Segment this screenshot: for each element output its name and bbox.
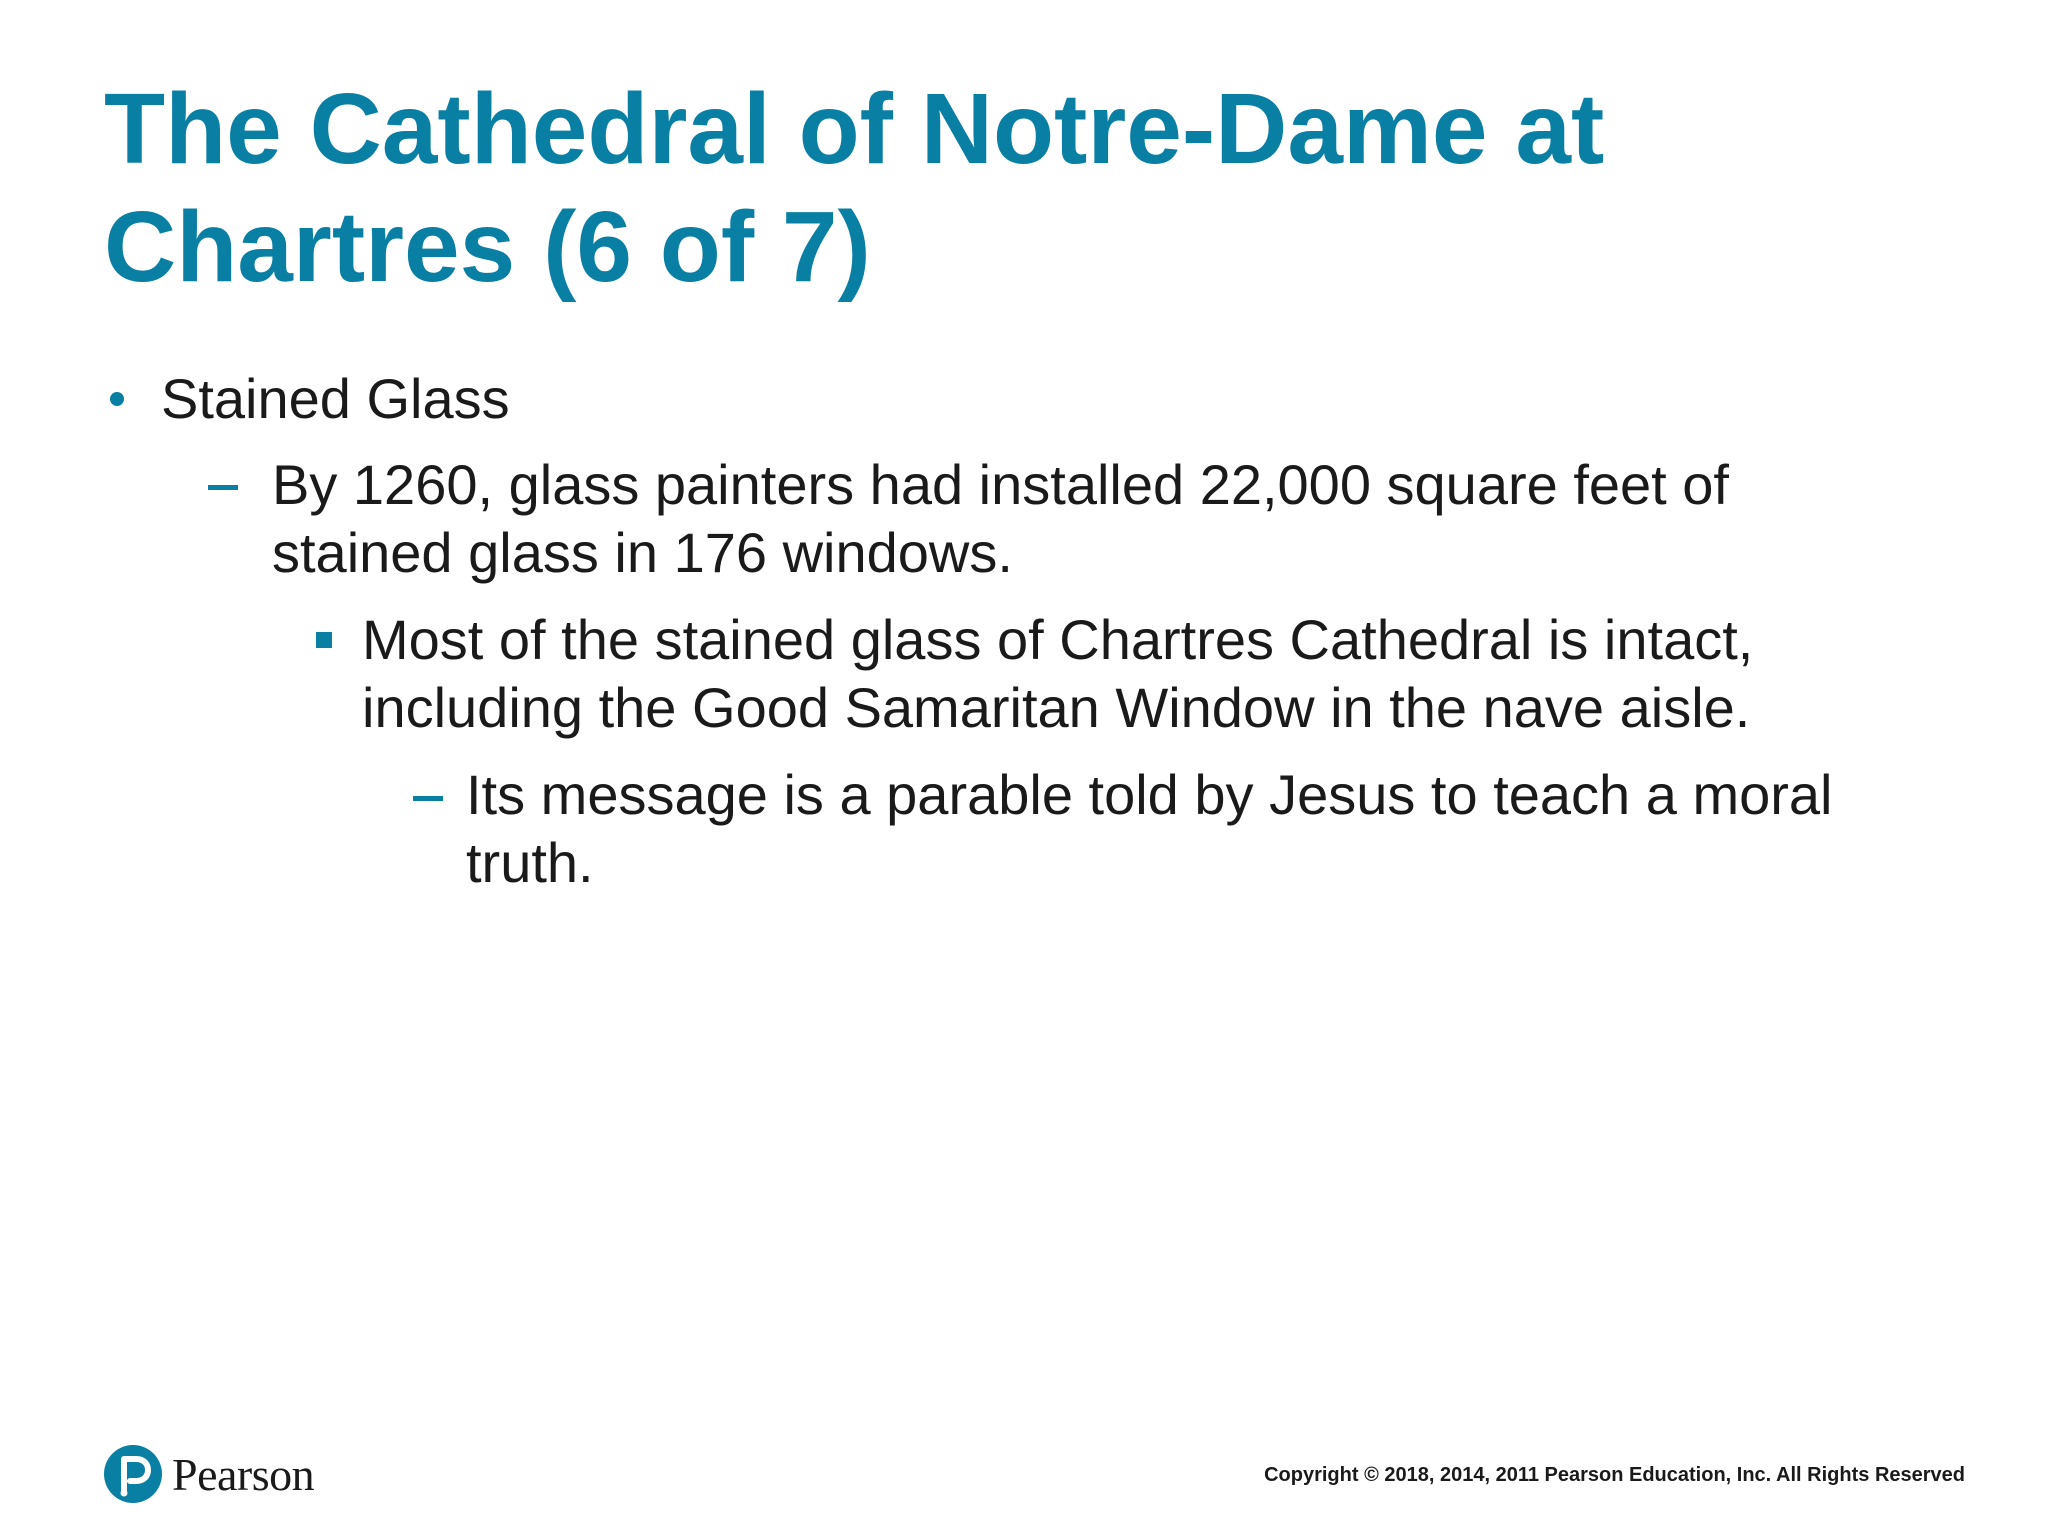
copyright-notice: Copyright © 2018, 2014, 2011 Pearson Education, Inc. All Rights Reserved <box>1264 1464 1965 1486</box>
bullet-item-text <box>466 761 1832 897</box>
bullet-line: truth. <box>466 831 594 894</box>
bullet-line: including the Good Samaritan Window in the nave aisle. <box>362 676 1751 739</box>
bullet-line: Stained Glass <box>161 367 510 430</box>
slide-title <box>104 70 1904 306</box>
pearson-logo <box>104 1442 314 1506</box>
bullet-item-text <box>272 451 1729 587</box>
dash-icon <box>208 485 238 490</box>
slide-title-line-1: The Cathedral of Notre-Dame at <box>104 73 1605 185</box>
dash-icon <box>413 796 443 801</box>
bullet-item-level-4 <box>466 761 1832 897</box>
pearson-p-icon <box>104 1445 162 1503</box>
bullet-item-level-2 <box>272 451 1729 587</box>
bullet-line: By 1260, glass painters had installed 22,000 square feet of <box>272 453 1729 516</box>
slide-title-line-2: Chartres (6 of 7) <box>104 191 871 303</box>
bullet-item-level-1 <box>161 365 510 433</box>
bullet-dot-icon <box>110 392 124 406</box>
bullet-item-text <box>161 365 510 433</box>
square-bullet-icon <box>316 632 332 648</box>
bullet-line: Its message is a parable told by Jesus to teach a moral <box>466 763 1833 826</box>
pearson-logo-text: Pearson <box>172 1448 315 1500</box>
bullet-item-text <box>362 606 1753 742</box>
bullet-item-level-3 <box>362 606 1753 742</box>
bullet-line: Most of the stained glass of Chartres Cathedral is intact, <box>362 608 1754 671</box>
bullet-line: stained glass in 176 windows. <box>272 521 1013 584</box>
